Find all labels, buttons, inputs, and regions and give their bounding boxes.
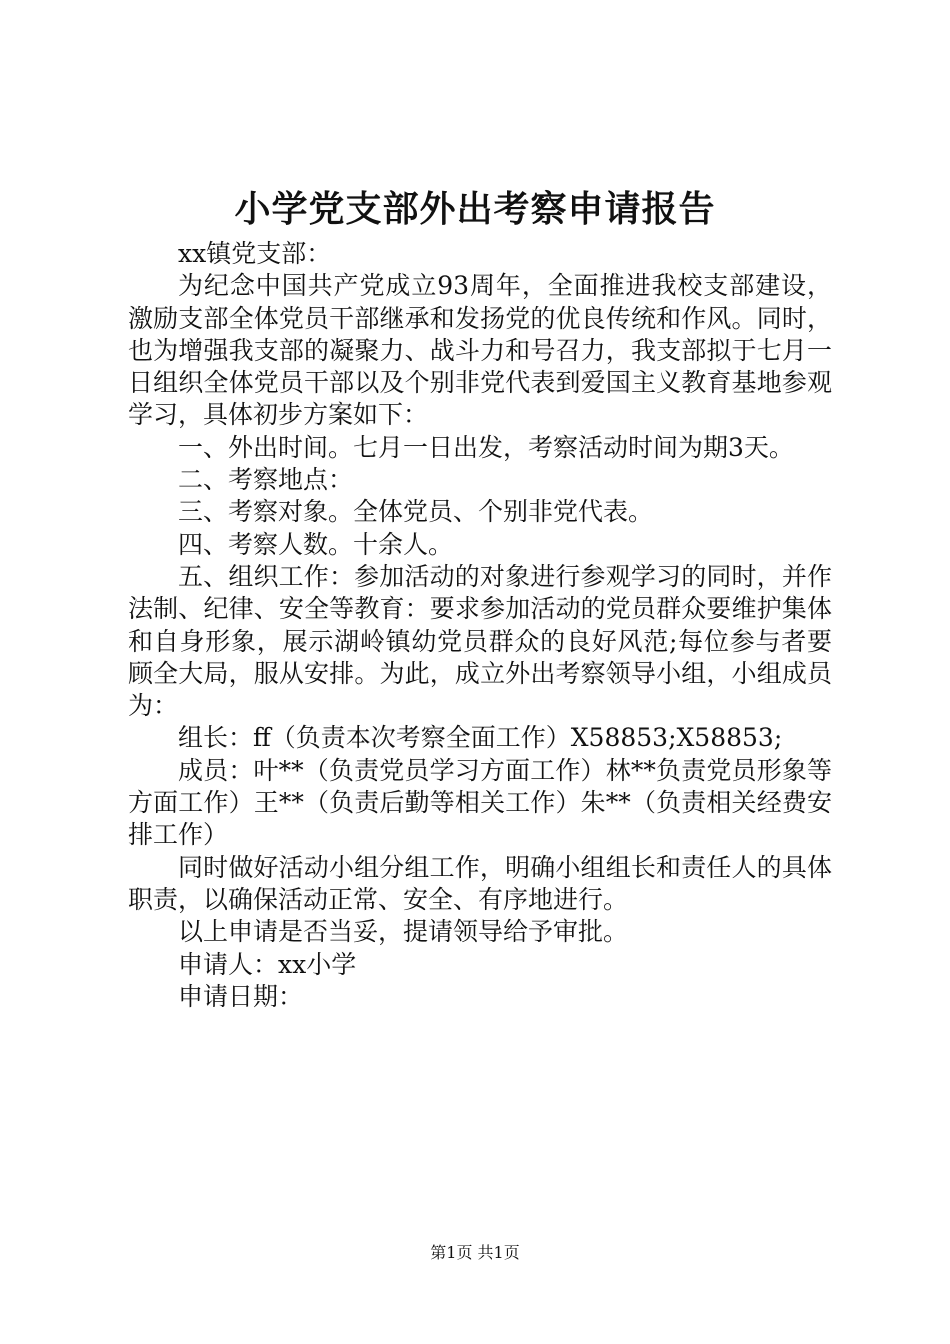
salutation: xx镇党支部： (178, 239, 332, 268)
applicant-line: 申请人：xx小学 (178, 949, 357, 979)
paragraph-group-members: 成员：叶**（负责党员学习方面工作）林**负责党员形象等方面工作）王**（负责后勤等相关工作）朱**（负责相关经费安排工作） (128, 755, 832, 850)
page-number-total: 共1页 (477, 1243, 520, 1262)
paragraph-participants: 三、考察对象。全体党员、个别非党代表。 (178, 497, 654, 527)
paragraph-time: 一、外出时间。七月一日出发，考察活动时间为期3天。 (178, 432, 794, 462)
paragraph-responsibilities: 同时做好活动小组分组工作，明确小组组长和责任人的具体职责，以确保活动正常、安全、有序地进行。 (128, 852, 832, 914)
application-date-line: 申请日期： (178, 981, 304, 1011)
paragraph-group-leader: 组长：ff（负责本次考察全面工作）X58853;X58853; (178, 723, 783, 753)
page-number-current: 第1页 (430, 1243, 473, 1262)
document-body (128, 238, 832, 1013)
paragraph-intro: 为纪念中国共产党成立93周年，全面推进我校支部建设，激励支部全体党员干部继承和发扬党的优良传统和作风。同时，也为增强我支部的凝聚力、战斗力和号召力，我支部拟于七月一日组织全体党员干部以及个别非党代表到爱国主义教育基地参观学习，具体初步方案如下： (128, 271, 832, 430)
page-footer (0, 1242, 950, 1264)
paragraph-organization: 五、组织工作：参加活动的对象进行参观学习的同时，并作法制、纪律、安全等教育：要求参加活动的党员群众要维护集体和自身形象，展示湖岭镇幼党员群众的良好风范;每位参与者要顾全大局，服从安排。为此，成立外出考察领导小组，小组成员为： (128, 561, 832, 721)
paragraph-headcount: 四、考察人数。十余人。 (178, 529, 454, 559)
paragraph-location: 二、考察地点： (178, 465, 354, 495)
paragraph-approval-request: 以上申请是否当妥，提请领导给予审批。 (178, 917, 629, 947)
document-title: 小学党支部外出考察申请报告 (234, 188, 716, 230)
